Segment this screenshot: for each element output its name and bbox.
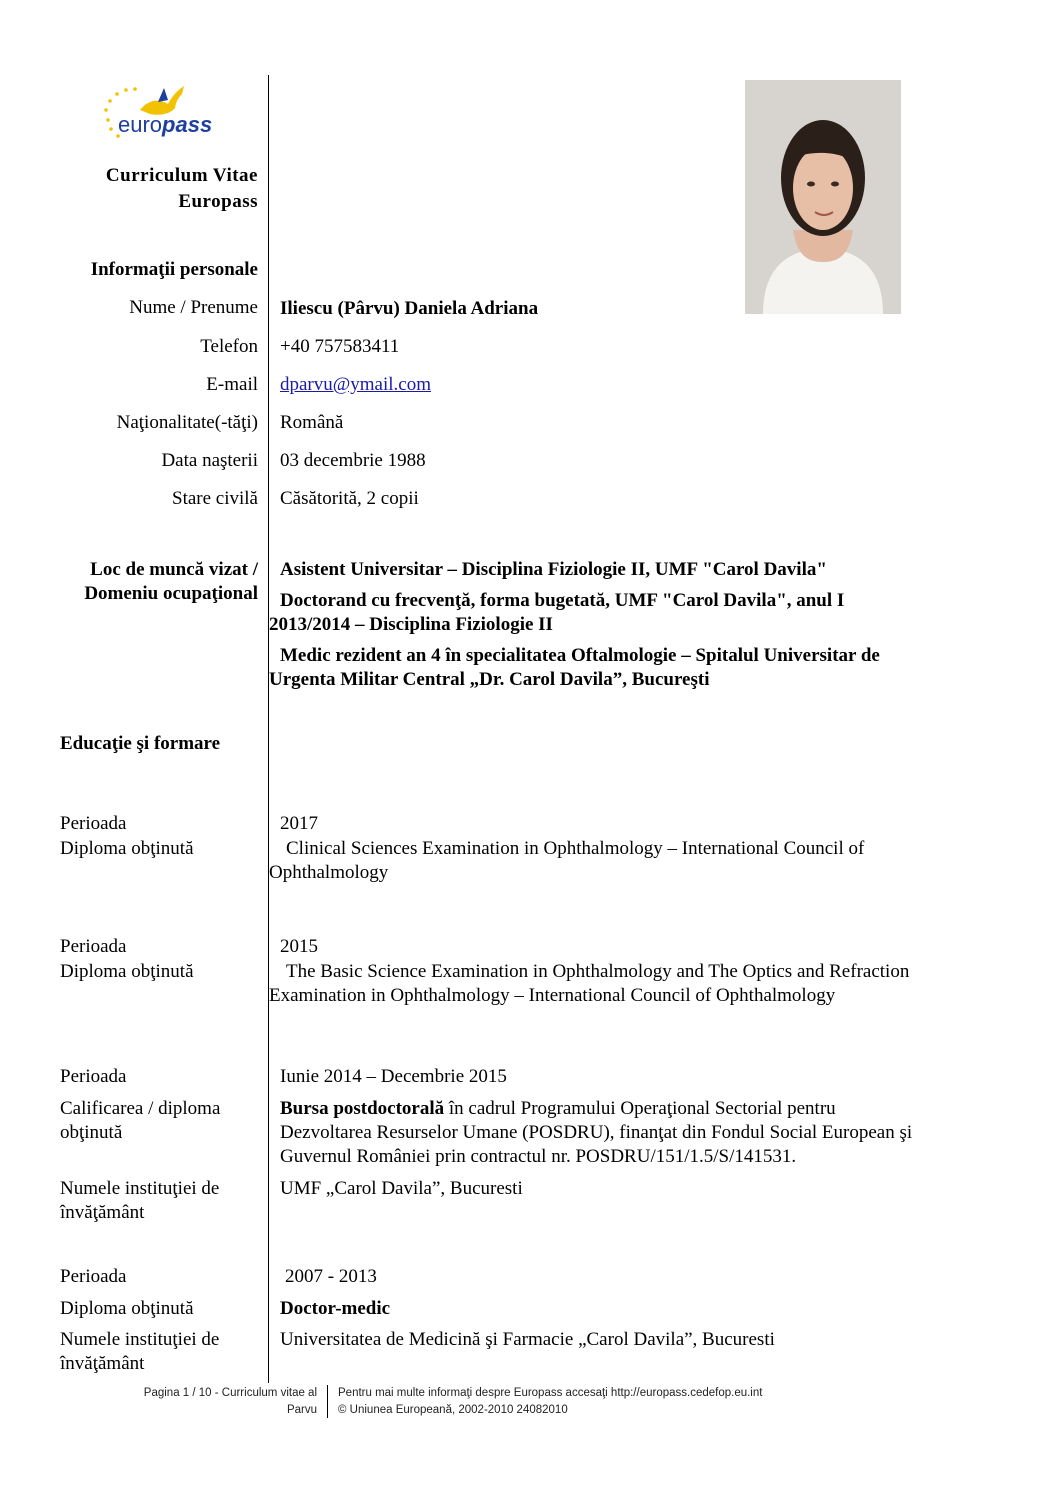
footer-right bbox=[338, 1385, 762, 1419]
edu1-diploma-line2: Ophthalmology bbox=[269, 862, 389, 883]
edu4-inst-label-line2: învăţământ bbox=[60, 1353, 145, 1374]
edu3-period-label: Perioada bbox=[60, 1066, 127, 1087]
logo-text-pass: pass bbox=[162, 112, 213, 137]
job-line3a: Medic rezident an 4 în specialitatea Oftalmologie – Spitalul Universitar de bbox=[280, 645, 880, 666]
edu1-diploma-label: Diploma obţinută bbox=[60, 838, 194, 859]
edu3-qual-label bbox=[60, 1097, 220, 1145]
edu3-inst-label-line2: învăţământ bbox=[60, 1202, 145, 1223]
edu3-qual-line3: Guvernul României prin contractul nr. POSDRU/151/1.5/S/141531. bbox=[280, 1146, 797, 1167]
edu3-qual-line1-rest: în cadrul Programului Operaţional Sectorial pentru bbox=[444, 1098, 836, 1119]
section-education: Educaţie şi formare bbox=[60, 733, 221, 754]
edu4-period-value: 2007 - 2013 bbox=[285, 1266, 377, 1287]
footer-left-line1: Pagina 1 / 10 - Curriculum vitae al bbox=[143, 1387, 317, 1399]
profile-photo bbox=[745, 80, 901, 314]
edu3-qual-value bbox=[280, 1097, 912, 1169]
job-line2a: Doctorand cu frecvenţă, forma bugetată, UMF "Carol Davila", anul I bbox=[280, 590, 845, 611]
nationality-label: Naţionalitate(-tăţi) bbox=[116, 412, 258, 433]
section-personal-info: Informaţii personale bbox=[90, 259, 258, 280]
job-label-line2: Domeniu ocupaţional bbox=[84, 583, 258, 604]
cv-title bbox=[0, 164, 258, 214]
birth-label: Data naşterii bbox=[161, 450, 258, 471]
job-label bbox=[0, 558, 258, 606]
edu4-inst-label bbox=[60, 1328, 219, 1376]
edu2-period-label: Perioada bbox=[60, 936, 127, 957]
footer-divider bbox=[327, 1385, 328, 1418]
civil-label: Stare civilă bbox=[172, 488, 258, 509]
footer-right-line2: © Uniunea Europeană, 2002-2010 24082010 bbox=[338, 1404, 568, 1416]
edu2-diploma-line2: Examination in Ophthalmology – International Council of Ophthalmology bbox=[269, 985, 836, 1006]
edu3-qual-label-line1: Calificarea / diploma bbox=[60, 1098, 221, 1119]
edu1-period-value: 2017 bbox=[280, 813, 318, 834]
edu3-qual-line1 bbox=[280, 1097, 912, 1121]
edu3-period-value: Iunie 2014 – Decembrie 2015 bbox=[280, 1066, 507, 1087]
edu4-inst-value: Universitatea de Medicină şi Farmacie „Carol Davila”, Bucuresti bbox=[280, 1329, 775, 1350]
edu4-period-label: Perioada bbox=[60, 1266, 127, 1287]
birth-value: 03 decembrie 1988 bbox=[280, 450, 426, 471]
footer-left-line2: Parvu bbox=[286, 1404, 317, 1416]
edu2-diploma-line1: The Basic Science Examination in Ophthalmology and The Optics and Refraction bbox=[286, 961, 910, 982]
logo-text-euro: euro bbox=[118, 112, 163, 137]
cv-title-line2: Europass bbox=[178, 191, 258, 212]
nationality-value: Română bbox=[280, 412, 344, 433]
edu2-period-value: 2015 bbox=[280, 936, 318, 957]
edu3-inst-label bbox=[60, 1177, 219, 1225]
job-line3b: Urgenta Militar Central „Dr. Carol Davila”, Bucureşti bbox=[269, 669, 710, 690]
edu1-diploma-line1: Clinical Sciences Examination in Ophthalmology – International Council of bbox=[286, 838, 865, 859]
civil-value: Căsătorită, 2 copii bbox=[280, 488, 419, 509]
europass-logo bbox=[98, 80, 223, 144]
job-label-line1: Loc de muncă vizat / bbox=[90, 559, 258, 580]
edu2-diploma-label: Diploma obţinută bbox=[60, 961, 194, 982]
email-link[interactable]: dparvu@ymail.com bbox=[280, 374, 431, 395]
edu3-inst-label-line1: Numele instituţiei de bbox=[60, 1178, 220, 1199]
footer-right-line1: Pentru mai multe informaţi despre Europass accesaţi http://europass.cedefop.eu.int bbox=[338, 1387, 763, 1399]
edu3-qual-line2: Dezvoltarea Resurselor Umane (POSDRU), finanţat din Fondul Social European şi bbox=[280, 1122, 913, 1143]
edu3-inst-value: UMF „Carol Davila”, Bucuresti bbox=[280, 1178, 523, 1199]
edu4-diploma-label: Diploma obţinută bbox=[60, 1298, 194, 1319]
job-line2b: 2013/2014 – Disciplina Fiziologie II bbox=[269, 614, 553, 635]
edu3-qual-bold: Bursa postdoctorală bbox=[280, 1098, 445, 1119]
edu4-inst-label-line1: Numele instituţiei de bbox=[60, 1329, 220, 1350]
edu4-diploma-value: Doctor-medic bbox=[280, 1298, 391, 1319]
phone-label: Telefon bbox=[200, 336, 258, 357]
edu1-period-label: Perioada bbox=[60, 813, 127, 834]
cv-title-line1: Curriculum Vitae bbox=[105, 165, 258, 186]
name-label: Nume / Prenume bbox=[129, 297, 258, 318]
footer-left bbox=[60, 1385, 317, 1419]
email-label: E-mail bbox=[206, 374, 258, 395]
edu3-qual-label-line2: obţinută bbox=[60, 1122, 123, 1143]
job-line1: Asistent Universitar – Disciplina Fiziologie II, UMF "Carol Davila" bbox=[280, 559, 827, 580]
column-divider bbox=[268, 75, 269, 1383]
profile-photo-graphic bbox=[745, 80, 901, 314]
name-value: Iliescu (Pârvu) Daniela Adriana bbox=[280, 298, 539, 319]
phone-value: +40 757583411 bbox=[280, 336, 400, 357]
